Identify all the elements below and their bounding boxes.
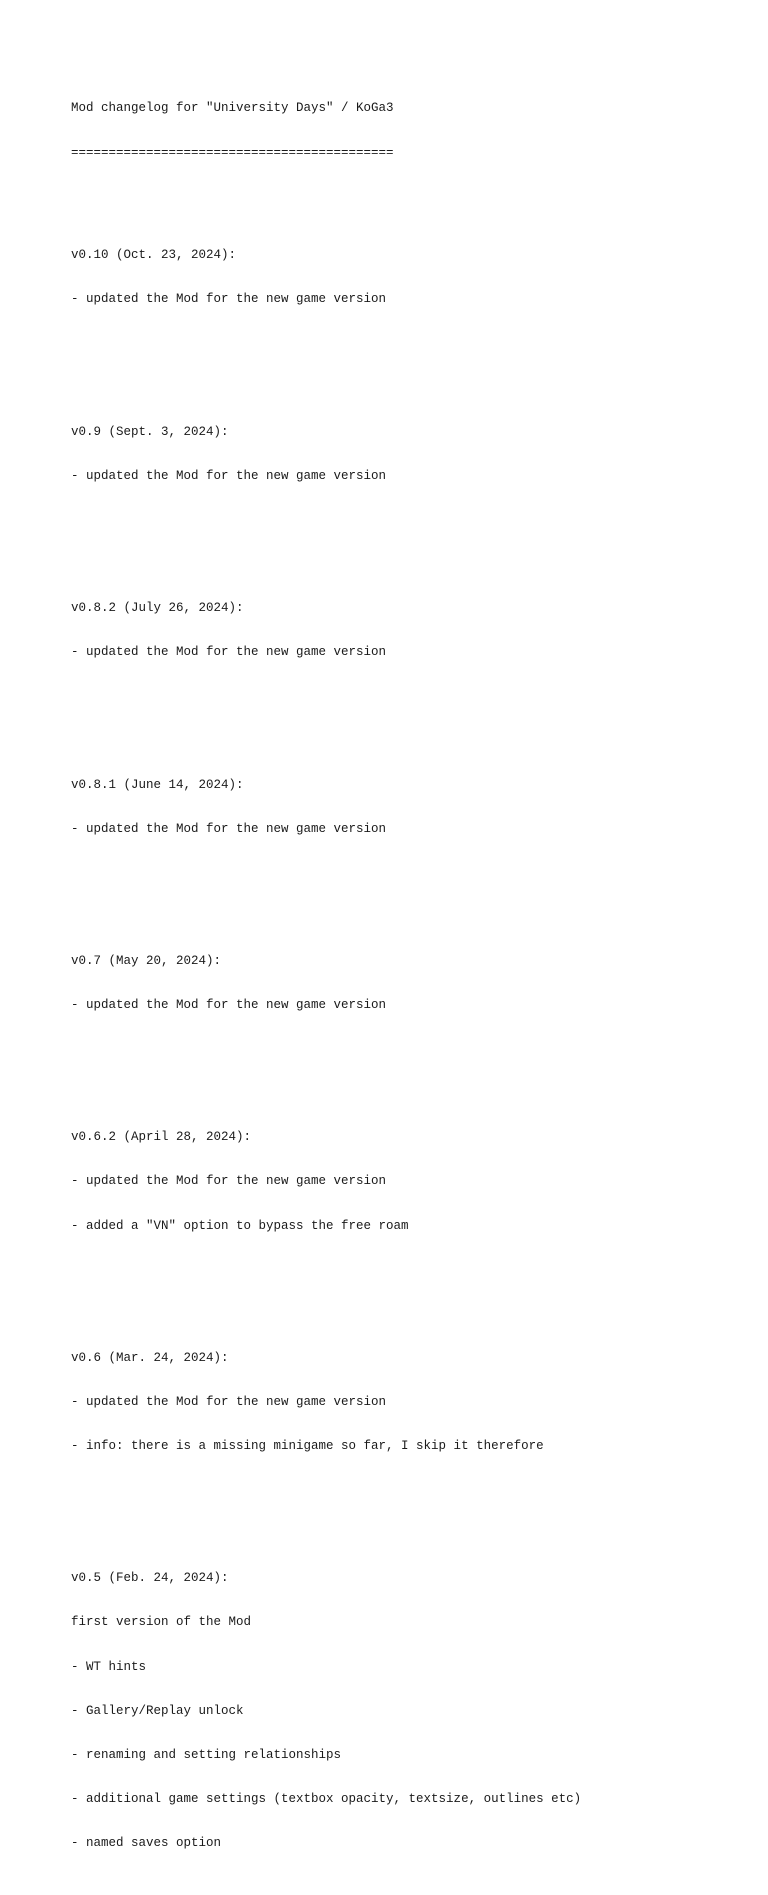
title-underline: =========================================== [71,145,394,160]
entry-line: - updated the Mod for the new game version [71,1394,387,1409]
entry-line: - updated the Mod for the new game version [71,645,387,660]
changelog-entry-v0-8-2 [71,572,751,690]
changelog-entry-v0-6-2 [71,1101,751,1263]
changelog-entry-v0-8-1 [71,748,751,866]
changelog-entry-v0-5 [71,1542,751,1880]
entry-line: - WT hints [71,1659,147,1674]
entry-line: - updated the Mod for the new game version [71,468,387,483]
entry-heading: v0.8.2 (July 26, 2024): [71,601,244,616]
document-title: Mod changelog for "University Days" / KoGa3 [71,101,394,116]
entry-line: - info: there is a missing minigame so far, I skip it therefore [71,1439,544,1454]
changelog-entry-v0-9 [71,395,751,513]
entry-heading: v0.9 (Sept. 3, 2024): [71,424,229,439]
changelog-document [71,72,751,1895]
entry-heading: v0.6.2 (April 28, 2024): [71,1130,252,1145]
entry-line: - Gallery/Replay unlock [71,1703,244,1718]
entry-line: first version of the Mod [71,1615,252,1630]
entry-line: - added a "VN" option to bypass the free roam [71,1218,409,1233]
entry-line: - named saves option [71,1835,222,1850]
changelog-entry-v0-10 [71,219,751,337]
entry-line: - additional game settings (textbox opacity, textsize, outlines etc) [71,1791,582,1806]
changelog-entry-v0-6 [71,1321,751,1483]
entry-heading: v0.8.1 (June 14, 2024): [71,777,244,792]
entry-line: - updated the Mod for the new game version [71,292,387,307]
entry-heading: v0.10 (Oct. 23, 2024): [71,248,237,263]
entry-line: - updated the Mod for the new game version [71,821,387,836]
entry-line: - updated the Mod for the new game version [71,1174,387,1189]
entry-heading: v0.7 (May 20, 2024): [71,953,222,968]
entry-heading: v0.6 (Mar. 24, 2024): [71,1350,229,1365]
entry-line: - renaming and setting relationships [71,1747,342,1762]
entry-heading: v0.5 (Feb. 24, 2024): [71,1571,229,1586]
changelog-entry-v0-7 [71,925,751,1043]
entry-line: - updated the Mod for the new game version [71,998,387,1013]
